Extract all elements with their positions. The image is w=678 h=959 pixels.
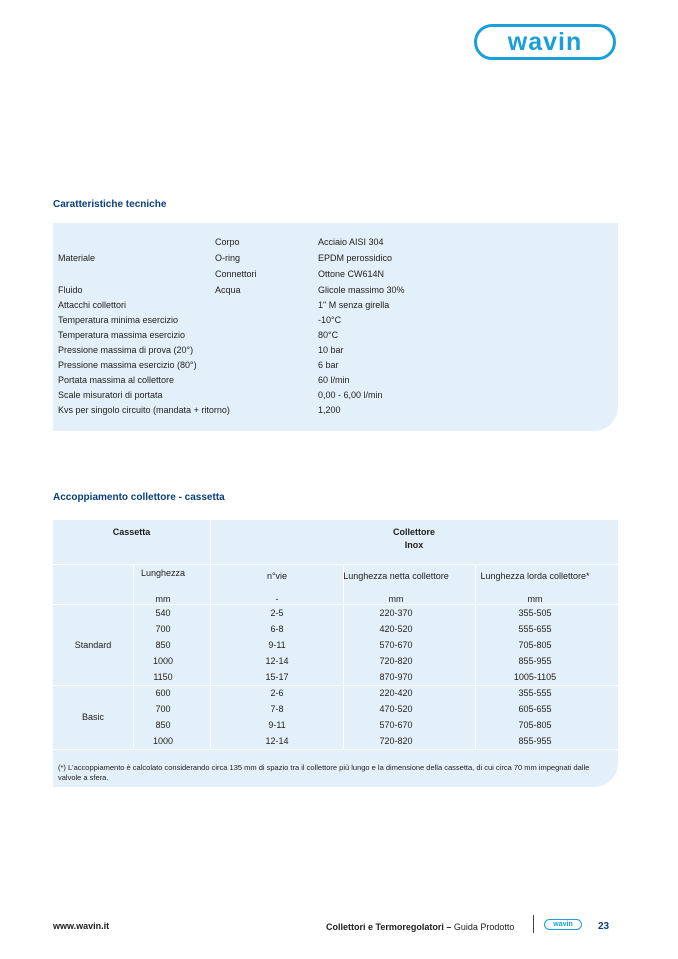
coupling-table (53, 520, 618, 787)
column-header: n°vie (266, 571, 288, 581)
footer-url[interactable]: www.wavin.it (53, 921, 110, 931)
spec-value: 6 bar (318, 360, 339, 370)
table-cell: 705-805 (518, 720, 552, 730)
spec-sublabel: O-ring (215, 253, 241, 263)
table-cell: 2-6 (270, 688, 284, 698)
table-cell: 12-14 (265, 656, 289, 666)
table-cell: 540 (155, 608, 171, 618)
spec-label: Temperatura massima esercizio (58, 330, 186, 340)
spec-label: Scale misuratori di portata (58, 390, 163, 400)
unit-label: mm (388, 594, 404, 604)
table-cell: 555-655 (518, 624, 552, 634)
table-cell: 420-520 (379, 624, 413, 634)
table-cell: 355-505 (518, 608, 552, 618)
spec-value: 80°C (318, 330, 339, 340)
table-cell: 570-670 (379, 720, 413, 730)
divider (53, 685, 618, 686)
table-cell: 570-670 (379, 640, 413, 650)
spec-value: -10°C (318, 315, 342, 325)
unit-label: - (275, 594, 279, 604)
table-cell: 700 (155, 704, 171, 714)
table-cell: 1005-1105 (513, 672, 557, 682)
specs-title: Caratteristiche tecniche (53, 199, 167, 210)
specs-table (53, 223, 618, 431)
footer-separator (533, 915, 534, 933)
spec-label: Materiale (58, 253, 96, 263)
column-header: Lunghezza lorda collettore* (480, 571, 590, 581)
table-cell: 15-17 (265, 672, 289, 682)
spec-value: EPDM perossidico (318, 253, 393, 263)
spec-value: 1,200 (318, 405, 341, 415)
table-cell: 2-5 (270, 608, 284, 618)
table-cell: 720-820 (379, 736, 413, 746)
column-header: Lunghezza netta collettore (343, 571, 449, 581)
spec-value: Glicole massimo 30% (318, 285, 405, 295)
table-cell: 1000 (152, 656, 174, 666)
divider (210, 564, 211, 749)
spec-label: Fluido (58, 285, 83, 295)
spec-label: Portata massima al collettore (58, 375, 175, 385)
spec-value: Ottone CW614N (318, 269, 385, 279)
spec-label: Attacchi collettori (58, 300, 127, 310)
spec-value: 1" M senza girella (318, 300, 390, 310)
table-cell: 9-11 (268, 640, 286, 650)
footer-title-rest: Guida Prodotto (451, 922, 515, 932)
table-cell: 6-8 (270, 624, 284, 634)
table-cell: 855-955 (518, 656, 552, 666)
table-cell: 705-805 (518, 640, 552, 650)
footer-title-bold: Collettori e Termoregolatori – (326, 922, 452, 932)
spec-value: 60 l/min (318, 375, 350, 385)
spec-label: Kvs per singolo circuito (mandata + ritorno) (58, 405, 230, 415)
table-cell: 850 (155, 640, 171, 650)
page-number: 23 (598, 921, 610, 932)
unit-label: mm (155, 594, 171, 604)
spec-label: Pressione massima esercizio (80°) (58, 360, 197, 370)
table-cell: 7-8 (270, 704, 284, 714)
spec-label: Temperatura minima esercizio (58, 315, 179, 325)
spec-value: 10 bar (318, 345, 344, 355)
table-cell: 850 (155, 720, 171, 730)
column-header: Lunghezza (140, 568, 186, 578)
table-cell: 600 (155, 688, 171, 698)
unit-label: mm (527, 594, 543, 604)
spec-value: Acciaio AISI 304 (318, 237, 384, 247)
table-cell: 220-370 (379, 608, 413, 618)
table-cell: 605-655 (518, 704, 552, 714)
group-label: Standard (74, 640, 112, 650)
divider (53, 749, 618, 750)
table-cell: 1000 (152, 736, 174, 746)
wavin-logo: wavin (474, 24, 616, 60)
table-cell: 12-14 (265, 736, 289, 746)
cassetta-header: Cassetta (112, 527, 151, 537)
spec-label: Pressione massima di prova (20°) (58, 345, 194, 355)
group-label: Basic (81, 712, 104, 722)
coupling-title: Accoppiamento collettore - cassetta (53, 492, 225, 503)
divider (53, 564, 618, 565)
table-cell: 700 (155, 624, 171, 634)
divider (210, 520, 211, 564)
footnote: (*) L'accoppiamento è calcolato considerando circa 135 mm di spazio tra il collettore più lungo e la dimensione della cassetta, di cui circa 70 mm impegnati dalle valvole a sfera. (58, 763, 590, 782)
table-cell: 220-420 (379, 688, 413, 698)
spec-sublabel: Acqua (215, 285, 241, 295)
table-cell: 470-520 (379, 704, 413, 714)
collettore-header: Collettore (392, 527, 435, 537)
footer-wavin-logo: wavin (544, 919, 582, 930)
footer-title (326, 922, 514, 932)
table-cell: 720-820 (379, 656, 413, 666)
collettore-subheader: Inox (404, 540, 424, 550)
spec-value: 0,00 - 6,00 l/min (318, 390, 383, 400)
table-cell: 1150 (153, 672, 173, 682)
spec-sublabel: Connettori (215, 269, 257, 279)
table-cell: 9-11 (268, 720, 286, 730)
table-cell: 855-955 (518, 736, 552, 746)
table-cell: 870-970 (379, 672, 413, 682)
table-cell: 355-555 (518, 688, 552, 698)
spec-sublabel: Corpo (215, 237, 240, 247)
